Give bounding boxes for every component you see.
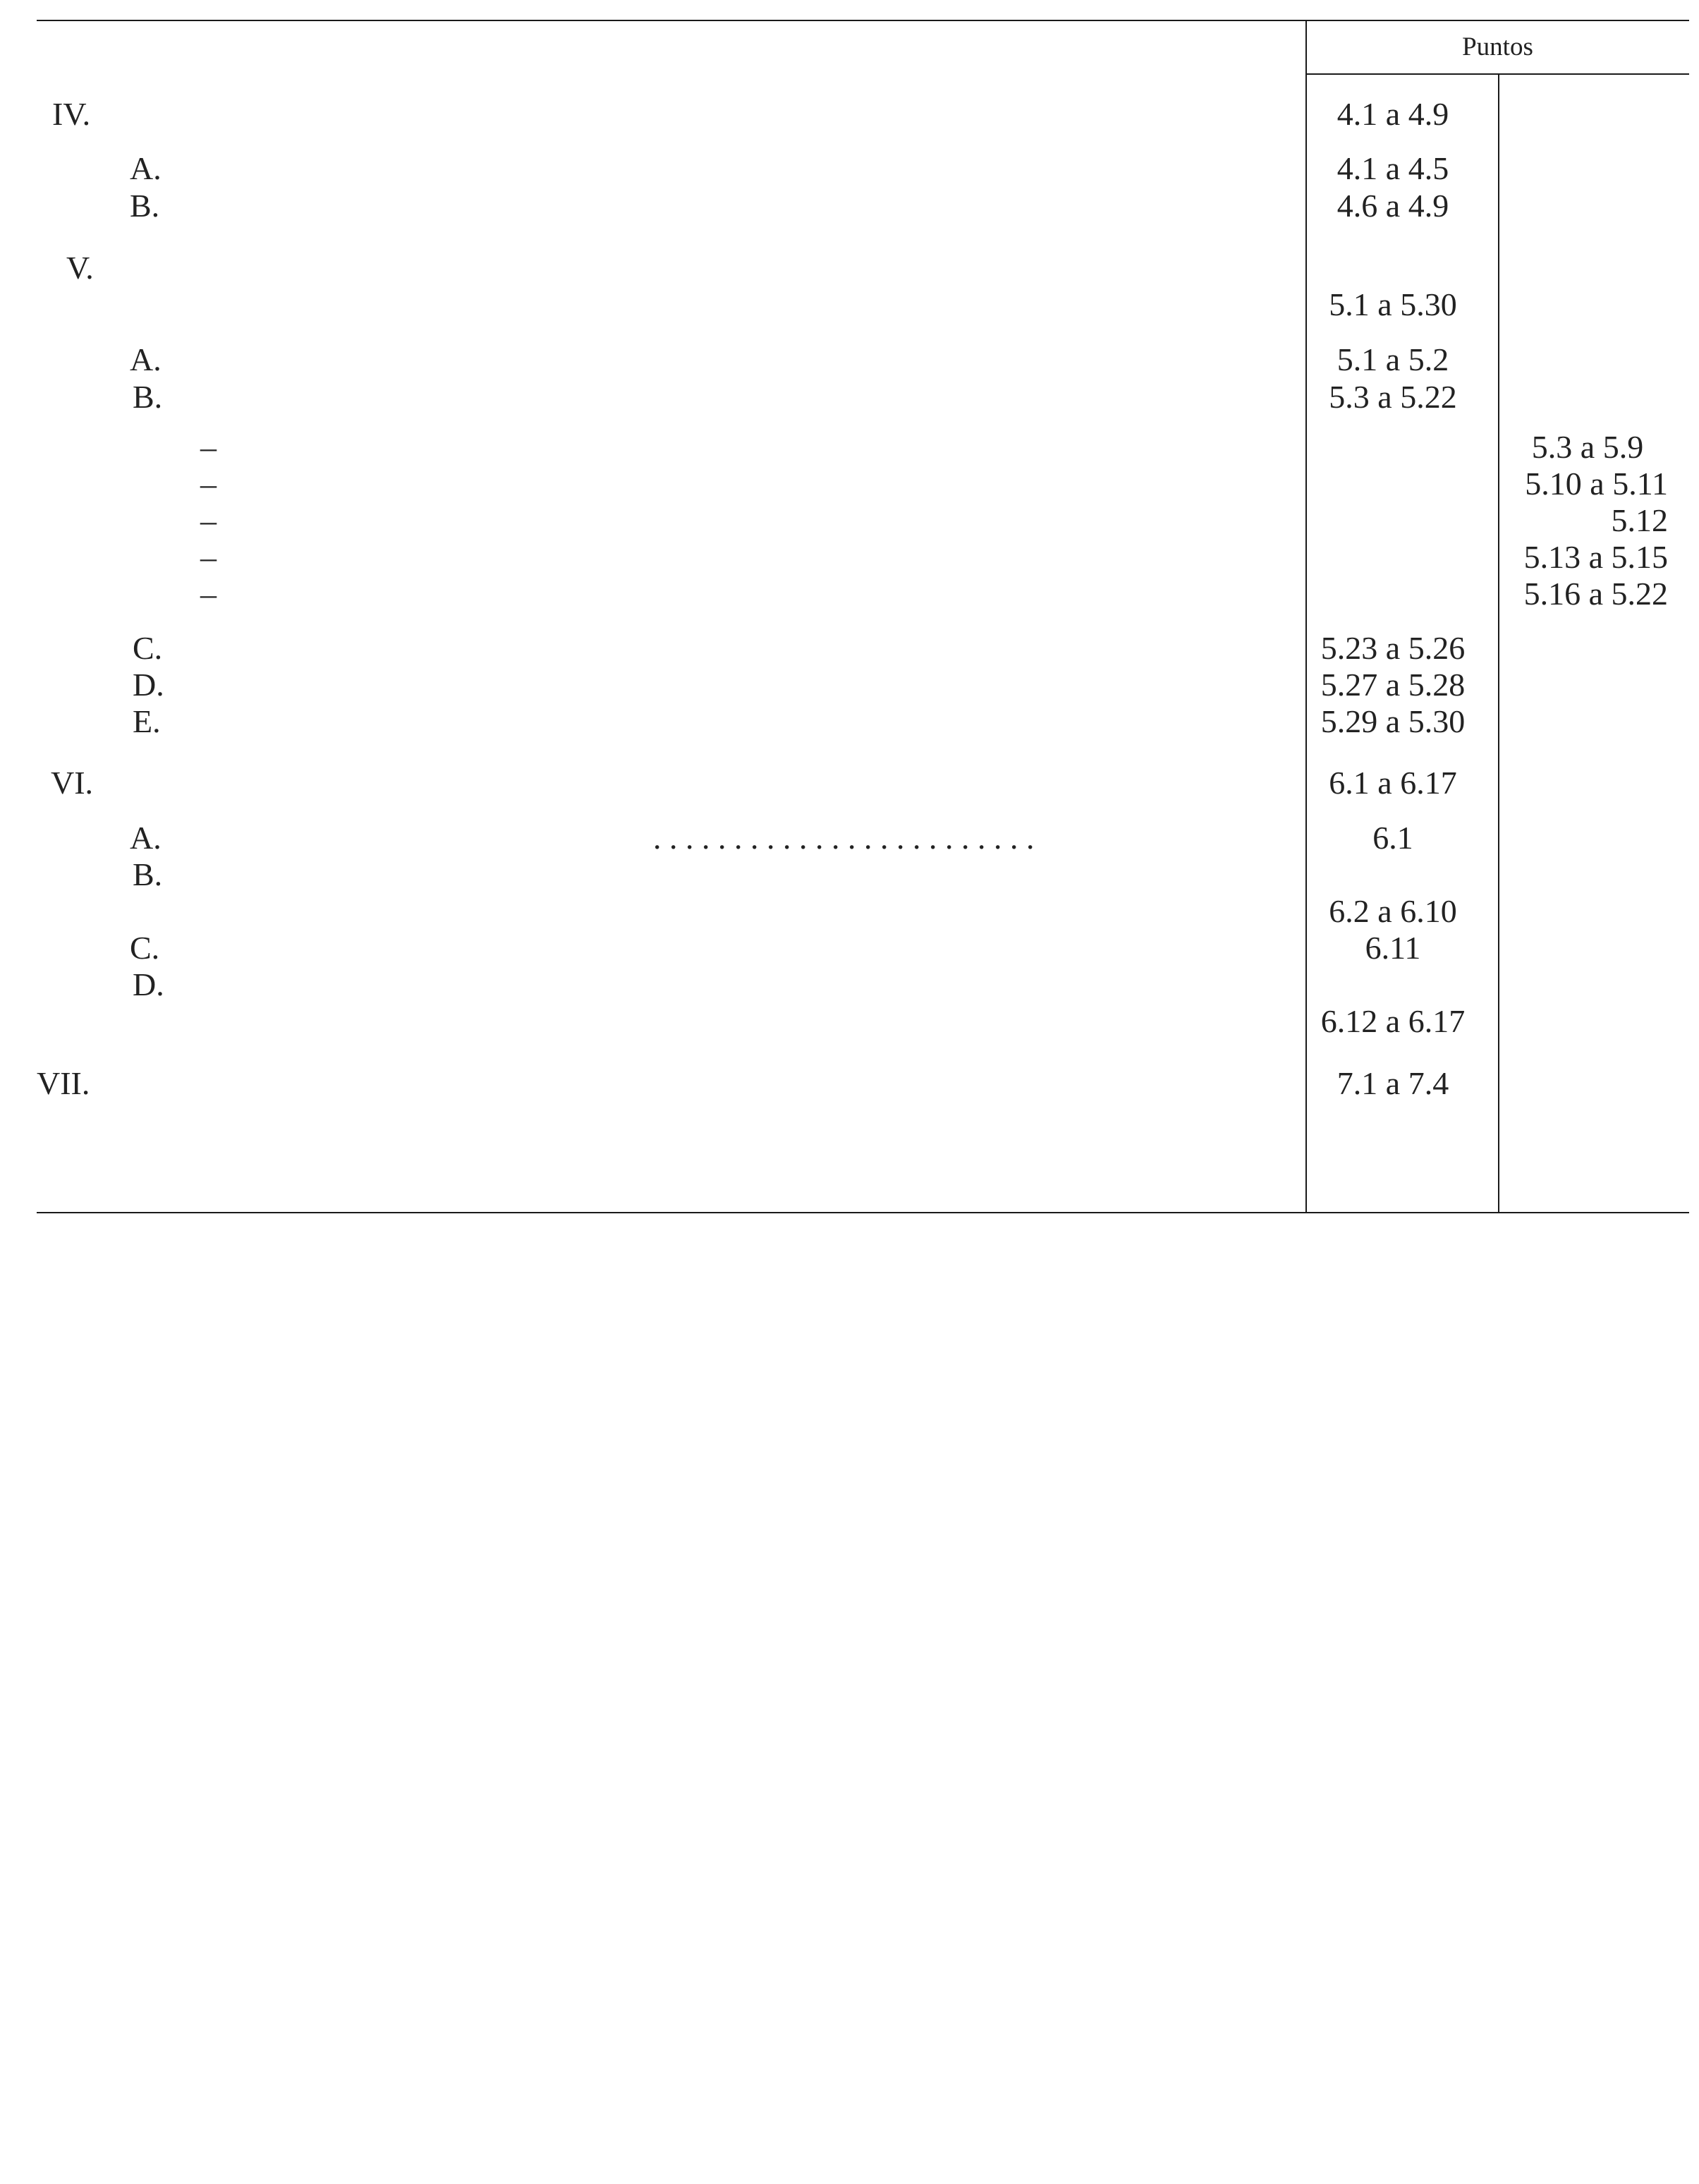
toc-points: 5.1 a 5.30 bbox=[1329, 286, 1457, 322]
toc-letter: C. bbox=[130, 930, 160, 966]
subpuntos-column-divider bbox=[1498, 73, 1499, 1213]
toc-points: 4.6 a 4.9 bbox=[1336, 188, 1449, 224]
toc-points: 6.12 a 6.17 bbox=[1320, 1003, 1466, 1039]
toc-letter: C. bbox=[133, 630, 163, 666]
toc-subpoints: 5.12 bbox=[1611, 502, 1668, 538]
toc-letter: B. bbox=[133, 856, 163, 892]
toc-subpoints: 5.10 a 5.11 bbox=[1525, 466, 1668, 502]
toc-letter: B. bbox=[133, 379, 163, 415]
toc-letter: D. bbox=[133, 966, 164, 1002]
toc-letter: A. bbox=[130, 150, 162, 186]
table-bottom-rule bbox=[37, 1212, 1689, 1213]
toc-points: 6.1 bbox=[1372, 820, 1413, 856]
toc-subpoints: 5.3 a 5.9 bbox=[1531, 429, 1644, 465]
toc-dash: – bbox=[200, 576, 217, 612]
toc-points: 6.1 a 6.17 bbox=[1329, 765, 1457, 801]
toc-number: VII. bbox=[37, 1065, 90, 1101]
toc-number: V. bbox=[66, 250, 94, 286]
toc-subpoints: 5.16 a 5.22 bbox=[1523, 576, 1668, 612]
toc-letter: A. bbox=[130, 820, 162, 856]
toc-letter: D. bbox=[133, 667, 164, 703]
toc-points: 4.1 a 4.5 bbox=[1336, 150, 1449, 186]
toc-letter: A. bbox=[130, 341, 162, 377]
toc-points: 5.23 a 5.26 bbox=[1320, 630, 1466, 666]
toc-points: 6.2 a 6.10 bbox=[1329, 893, 1457, 929]
toc-number: IV. bbox=[52, 96, 91, 132]
toc-points: 5.29 a 5.30 bbox=[1320, 703, 1466, 739]
toc-points: 6.11 bbox=[1365, 930, 1421, 966]
toc-letter: B. bbox=[130, 188, 160, 224]
toc-points: 5.3 a 5.22 bbox=[1329, 379, 1457, 415]
toc-letter: E. bbox=[133, 703, 161, 739]
puntos-header: Puntos bbox=[1462, 32, 1533, 61]
toc-dash: – bbox=[200, 429, 217, 465]
toc-points: 5.1 a 5.2 bbox=[1336, 341, 1449, 377]
toc-points: 4.1 a 4.9 bbox=[1336, 96, 1449, 132]
toc-dot-leader: . . . . . . . . . . . . . . . . . . . . . . . . bbox=[653, 820, 1035, 856]
toc-subpoints: 5.13 a 5.15 bbox=[1523, 539, 1668, 575]
toc-number: VI. bbox=[51, 765, 94, 801]
toc-dash: – bbox=[200, 539, 217, 575]
toc-dash: – bbox=[200, 466, 217, 502]
toc-points: 5.27 a 5.28 bbox=[1320, 667, 1466, 703]
toc-points: 7.1 a 7.4 bbox=[1336, 1065, 1449, 1101]
toc-dash: – bbox=[200, 502, 217, 538]
table-top-rule bbox=[37, 20, 1689, 21]
